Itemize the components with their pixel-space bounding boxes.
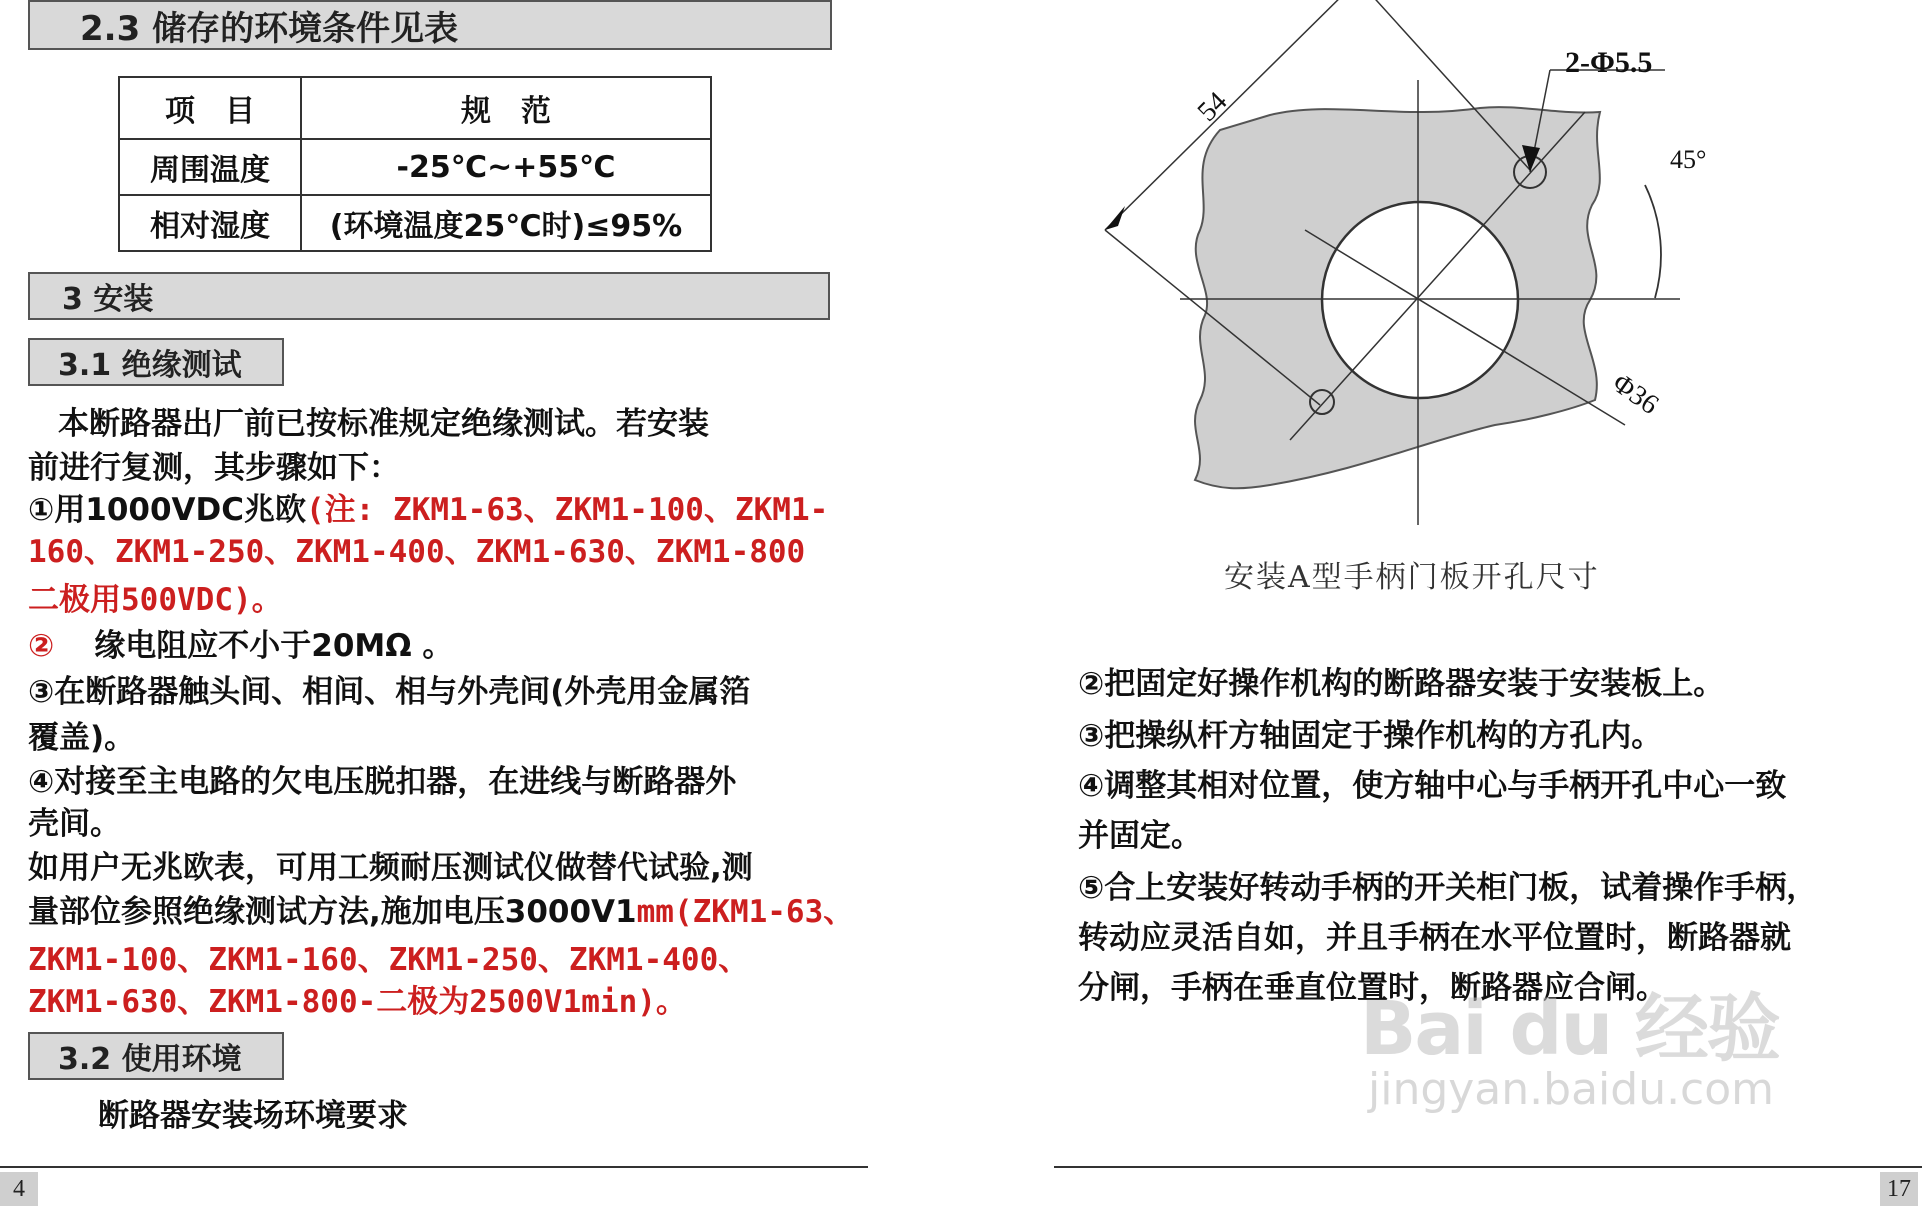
section-3-2-title: 3.2 使用环境	[58, 1042, 242, 1077]
right-step-line: ⑤合上安装好转动手柄的开关柜门板，试着操作手柄，	[1078, 870, 1818, 906]
table-row	[119, 139, 711, 195]
env-text: 断路器安装场环境要求	[98, 1098, 408, 1134]
note-text: 量部位参照绝缘测试方法,施加电压3000V1	[28, 894, 637, 930]
dim-54-label: 54	[1191, 85, 1234, 128]
step-1-text: ①用1000VDC兆欧	[28, 492, 307, 528]
section-3-1-header	[28, 338, 284, 386]
table-row	[119, 195, 711, 251]
holes-label: 2-Φ5.5	[1565, 46, 1653, 79]
step-1-note: (注: ZKM1-63、ZKM1-100、ZKM1-	[306, 492, 829, 528]
section-3-1-title: 3.1 绝缘测试	[58, 348, 242, 383]
step-4-line: ④对接至主电路的欠电压脱扣器，在进线与断路器外	[28, 764, 737, 800]
section-2-3-title: 2.3 储存的环境条件见表	[80, 8, 459, 49]
note-red-line: ZKM1-630、ZKM1-800-二极为2500V1min)。	[28, 984, 687, 1020]
paragraph-line: 本断路器出厂前已按标准规定绝缘测试。若安装	[58, 406, 709, 442]
note-line	[28, 886, 854, 931]
step-2-line	[28, 620, 453, 665]
page-number-left: 4	[0, 1172, 38, 1206]
page-number-right: 17	[1880, 1172, 1918, 1206]
right-step-line: 转动应灵活自如，并且手柄在水平位置时，断路器就	[1078, 920, 1791, 956]
right-step-line: ③把操纵杆方轴固定于操作机构的方孔内。	[1078, 718, 1663, 754]
step-4-line: 壳间。	[28, 806, 121, 842]
step-1-note-line: 160、ZKM1-250、ZKM1-400、ZKM1-630、ZKM1-800	[28, 534, 806, 570]
step-1-note-line: 二极用500VDC)。	[28, 582, 283, 618]
watermark-url: jingyan.baidu.com	[1368, 1064, 1775, 1115]
right-step-line: ②把固定好操作机构的断路器安装于安装板上。	[1078, 666, 1725, 702]
table-header-spec: 规 范	[301, 77, 711, 139]
right-step-line: ④调整其相对位置，使方轴中心与手柄开孔中心一致	[1078, 768, 1787, 804]
table-cell: 相对湿度	[119, 195, 301, 251]
section-2-3-header	[28, 0, 832, 50]
step-3-line: ③在断路器触头间、相间、相与外壳间(外壳用金属箔	[28, 674, 751, 710]
angle-label: 45°	[1670, 145, 1707, 174]
table-header-item: 项 目	[119, 77, 301, 139]
note-line: 如用户无兆欧表，可用工频耐压测试仪做替代试验,测	[28, 850, 753, 886]
door-panel-cutout-diagram	[1100, 0, 1707, 540]
table-cell: (环境温度25℃时)≤95%	[301, 195, 711, 251]
step-1-line	[28, 484, 828, 529]
step-2-marker: ②	[28, 628, 55, 664]
step-2-text: 缘电阻应不小于20MΩ 。	[94, 628, 454, 664]
section-3-title: 3 安装	[62, 282, 154, 317]
paragraph-line: 前进行复测，其步骤如下：	[28, 450, 400, 486]
diameter-label: Φ36	[1606, 367, 1665, 421]
watermark-logo: Bai du 经验	[1360, 986, 1779, 1072]
step-3-line: 覆盖)。	[28, 720, 136, 756]
table-cell: -25℃~+55℃	[301, 139, 711, 195]
note-red-text: mm(ZKM1-63、	[636, 894, 855, 930]
right-step-line: 分闸，手柄在垂直位置时，断路器应合闸。	[1078, 970, 1667, 1006]
section-3-2-header	[28, 1032, 284, 1080]
section-3-header	[28, 272, 830, 320]
storage-conditions-table	[118, 76, 712, 252]
table-cell: 周围温度	[119, 139, 301, 195]
diagram-caption: 安装A型手柄门板开孔尺寸	[1224, 560, 1600, 595]
right-step-line: 并固定。	[1078, 818, 1202, 854]
footer-rule-left	[0, 1166, 868, 1168]
footer-rule-right	[1054, 1166, 1922, 1168]
note-red-line: ZKM1-100、ZKM1-160、ZKM1-250、ZKM1-400、	[28, 942, 750, 978]
